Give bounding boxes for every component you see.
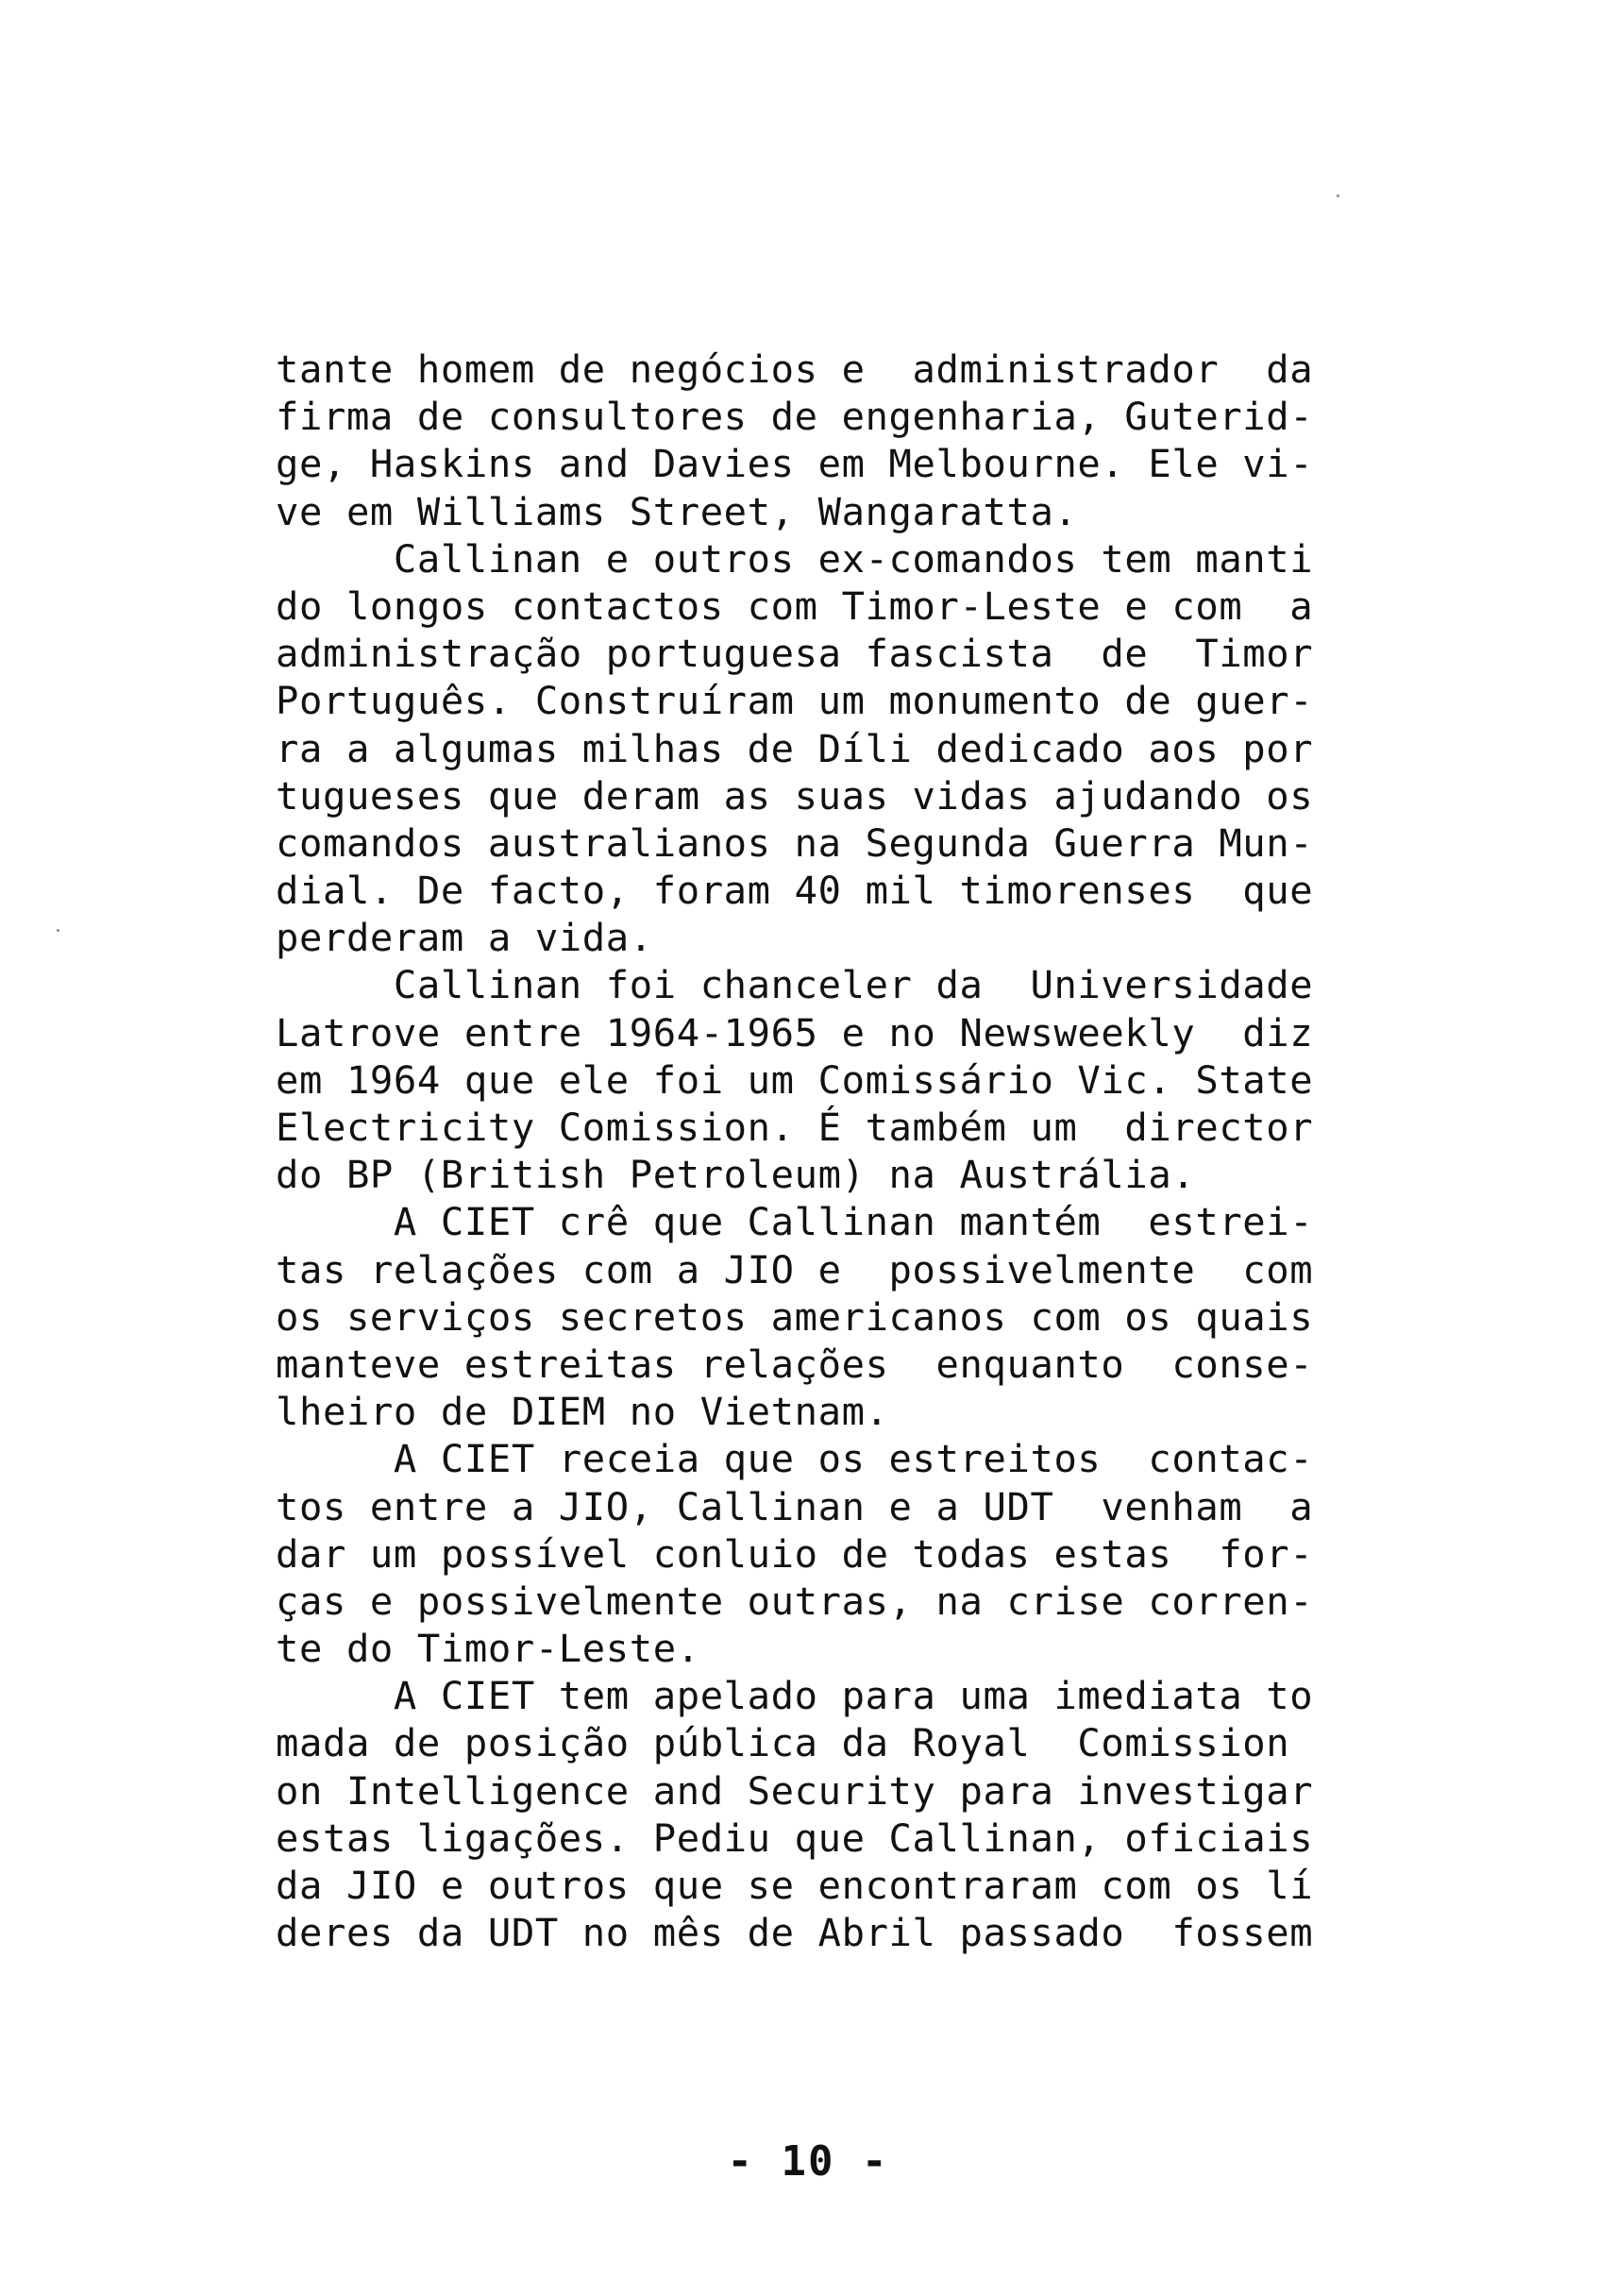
- page-number: - 10 -: [727, 2137, 889, 2186]
- text-line: Callinan e outros ex-comandos tem manti: [276, 535, 1314, 582]
- text-line: administração portuguesa fascista de Timor: [276, 631, 1314, 677]
- text-line: em 1964 que ele foi um Comissário Vic. State: [276, 1056, 1314, 1103]
- text-line: A CIET crê que Callinan mantém estrei-: [276, 1199, 1314, 1245]
- text-line: ra a algumas milhas de Díli dedicado aos por: [276, 725, 1314, 771]
- body-text: [276, 346, 1405, 1956]
- text-line: A CIET tem apelado para uma imediata to: [276, 1673, 1314, 1719]
- text-line: do BP (British Petroleum) na Austrália.: [276, 1152, 1196, 1198]
- text-line: te do Timor-Leste.: [276, 1626, 700, 1672]
- text-line: os serviços secretos americanos com os quais: [276, 1293, 1314, 1340]
- text-line: firma de consultores de engenharia, Guterid-: [276, 394, 1314, 440]
- text-line: on Intelligence and Security para investigar: [276, 1767, 1314, 1814]
- scan-speck: [57, 929, 59, 932]
- text-line: dar um possível conluio de todas estas for-: [276, 1530, 1314, 1577]
- text-line: dial. De facto, foram 40 mil timorenses que: [276, 868, 1314, 914]
- text-line: estas ligações. Pediu que Callinan, oficiais: [276, 1815, 1314, 1861]
- text-line: mada de posição pública da Royal Comission: [276, 1720, 1290, 1766]
- text-line: tante homem de negócios e administrador da: [276, 346, 1314, 392]
- text-line: tugueses que deram as suas vidas ajudando os: [276, 772, 1314, 819]
- text-line: ças e possivelmente outras, na crise corren-: [276, 1578, 1314, 1624]
- text-line: do longos contactos com Timor-Leste e com a: [276, 582, 1314, 629]
- text-line: Electricity Comission. É também um director: [276, 1105, 1314, 1150]
- text-line: Latrove entre 1964-1965 e no Newsweekly diz: [276, 1009, 1314, 1055]
- text-line: tas relações com a JIO e possivelmente com: [276, 1246, 1314, 1292]
- text-line: tos entre a JIO, Callinan e a UDT venham a: [276, 1483, 1314, 1529]
- text-line: da JIO e outros que se encontraram com os lí: [276, 1863, 1314, 1908]
- text-line: ge, Haskins and Davies em Melbourne. Ele vi-: [276, 441, 1314, 487]
- text-line: A CIET receia que os estreitos contac-: [276, 1436, 1314, 1482]
- text-line: Callinan foi chanceler da Universidade: [276, 962, 1314, 1008]
- text-line: comandos australianos na Segunda Guerra Mun-: [276, 819, 1314, 866]
- text-line: manteve estreitas relações enquanto conse-: [276, 1341, 1314, 1387]
- text-line: deres da UDT no mês de Abril passado fossem: [276, 1910, 1314, 1956]
- scan-speck: [1337, 194, 1339, 197]
- text-line: ve em Williams Street, Wangaratta.: [276, 488, 1078, 534]
- text-line: lheiro de DIEM no Vietnam.: [276, 1389, 889, 1435]
- text-line: perderam a vida.: [276, 915, 653, 961]
- text-line: Português. Construíram um monumento de guer-: [276, 678, 1314, 724]
